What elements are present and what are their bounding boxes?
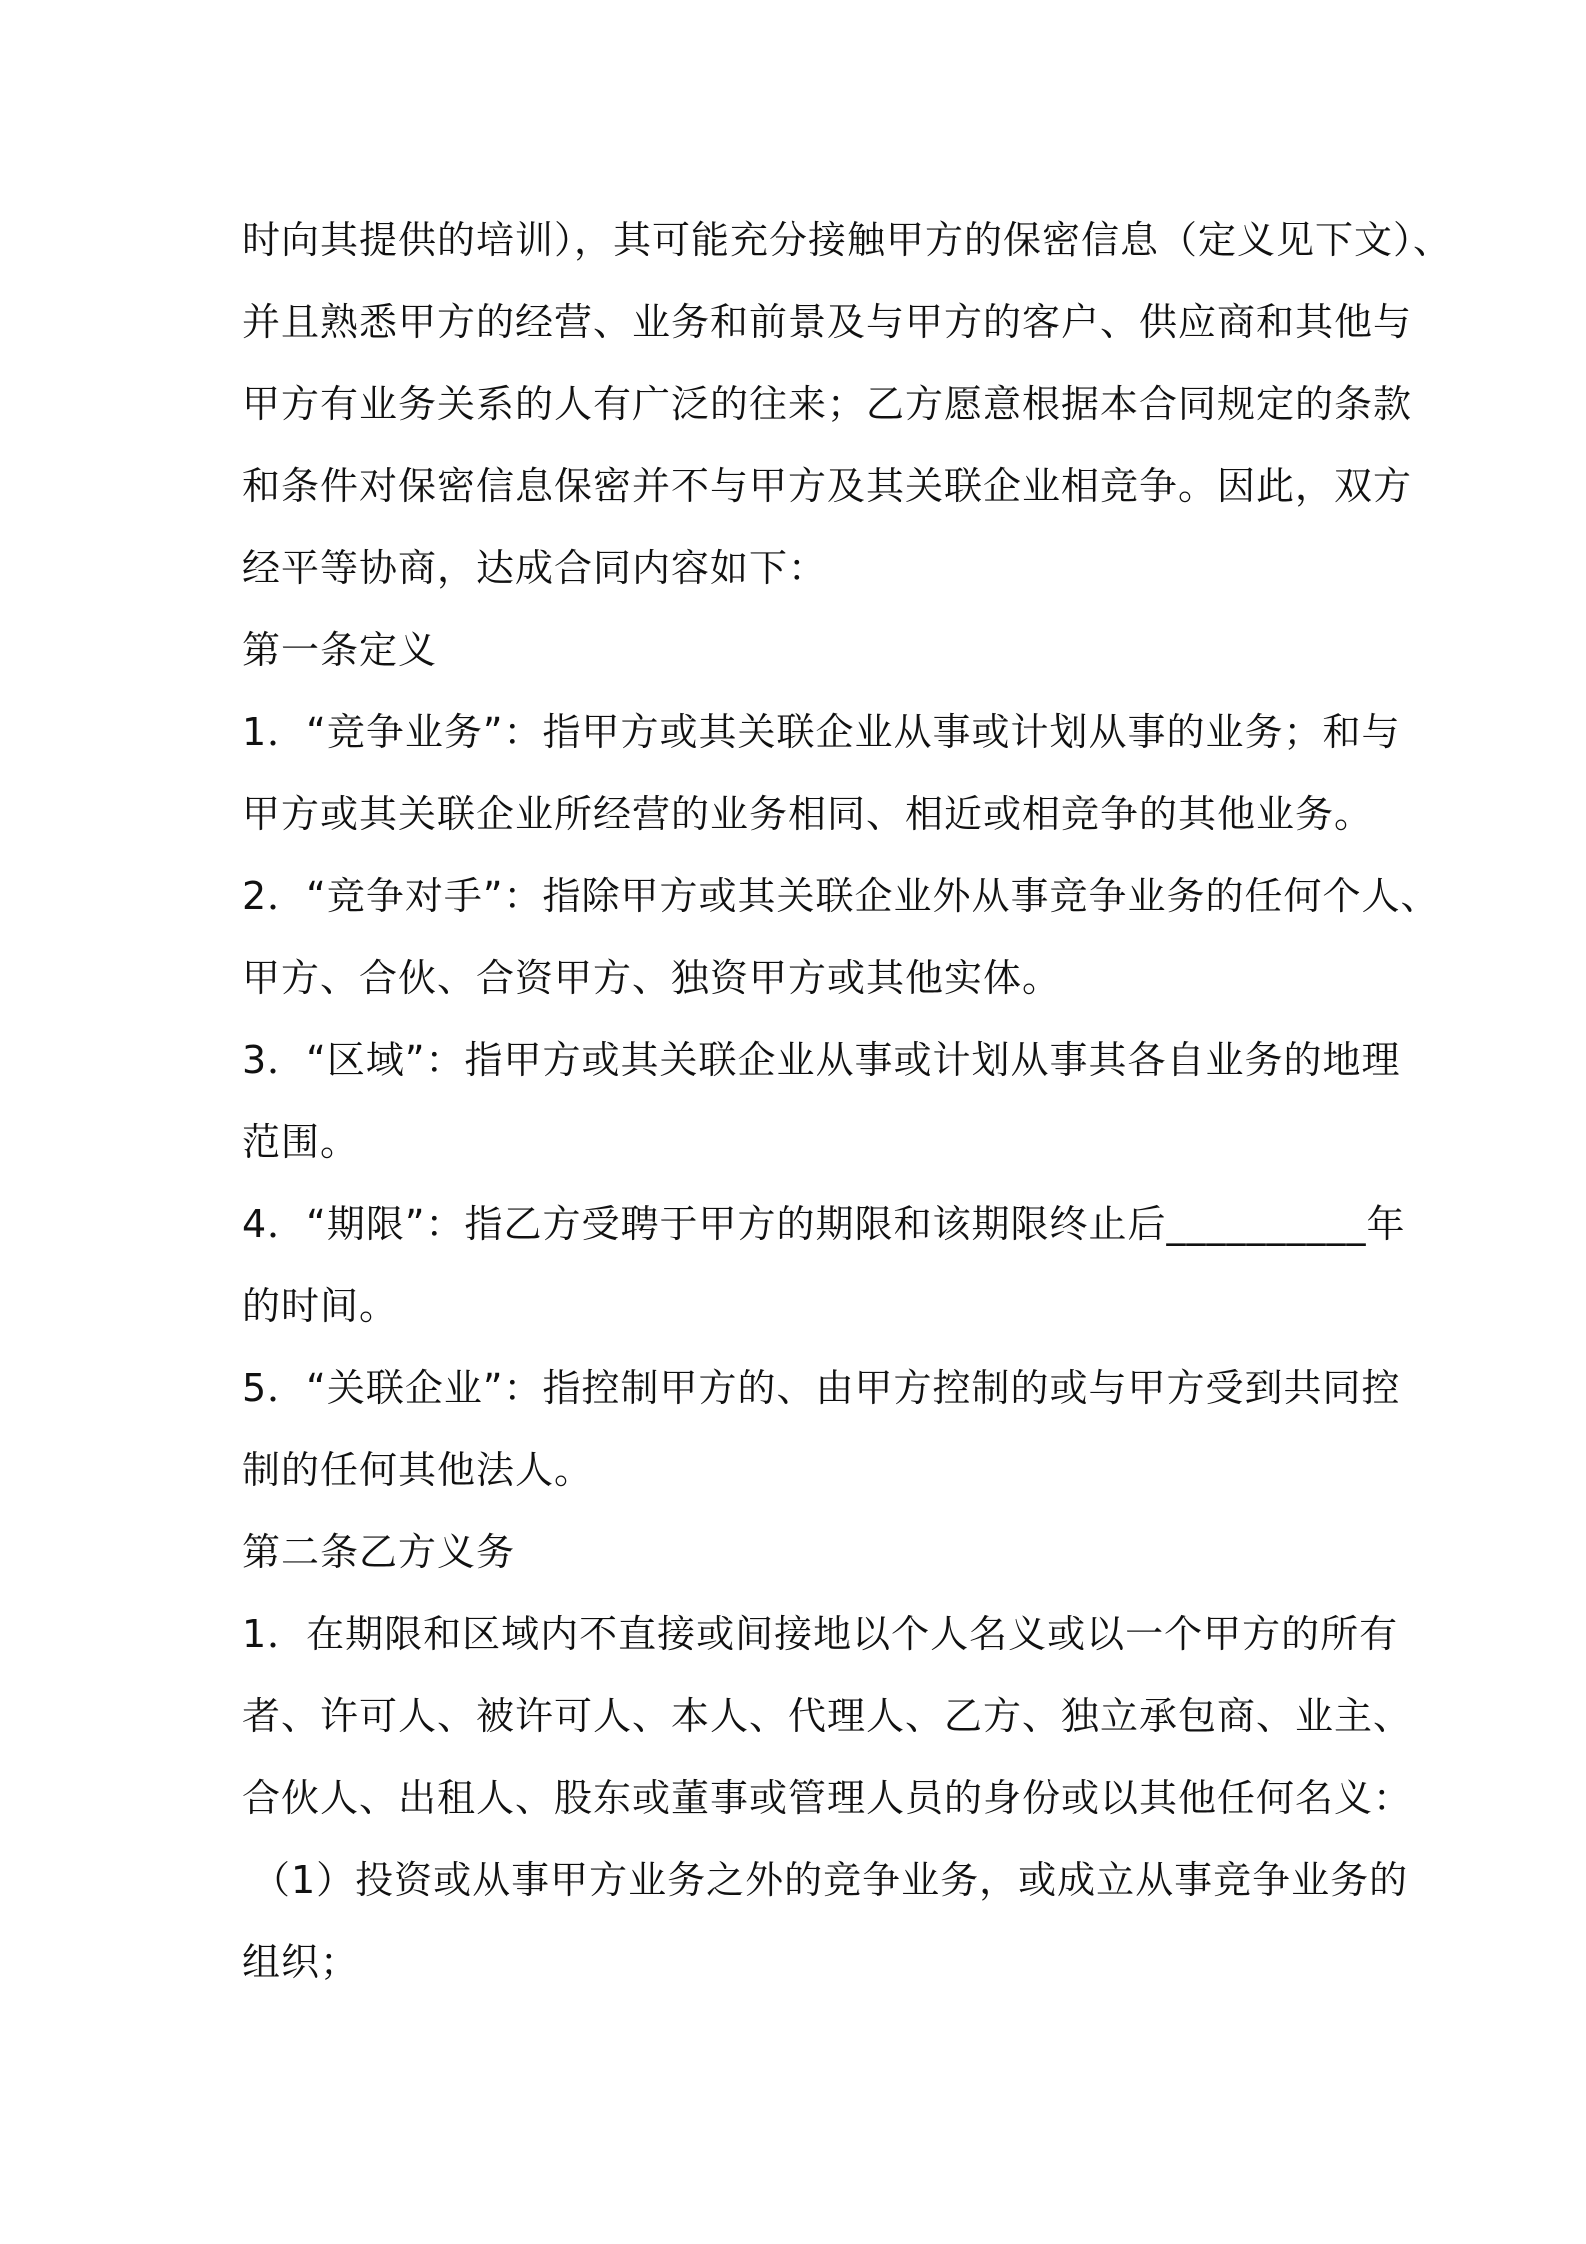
document-line: 制的任何其他法人。 — [242, 1448, 594, 1492]
document-line: 5．“关联企业”：指控制甲方的、由甲方控制的或与甲方受到共同控 — [242, 1366, 1401, 1410]
document-line: 范围。 — [242, 1120, 360, 1164]
document-line: 甲方或其关联企业所经营的业务相同、相近或相竞争的其他业务。 — [242, 792, 1374, 836]
document-line: 甲方有业务关系的人有广泛的往来；乙方愿意根据本合同规定的条款 — [242, 382, 1413, 426]
document-line: 并且熟悉甲方的经营、业务和前景及与甲方的客户、供应商和其他与 — [242, 300, 1413, 344]
document-line: 3．“区域”：指甲方或其关联企业从事或计划从事其各自业务的地理 — [242, 1038, 1401, 1082]
document-line: 经平等协商，达成合同内容如下： — [242, 546, 828, 590]
document-line: 和条件对保密信息保密并不与甲方及其关联企业相竞争。因此，双方 — [242, 464, 1413, 508]
document-line: 的时间。 — [242, 1284, 399, 1328]
document-line: 1．在期限和区域内不直接或间接地以个人名义或以一个甲方的所有 — [242, 1612, 1399, 1656]
document-line: 时向其提供的培训），其可能充分接触甲方的保密信息（定义见下文）、 — [242, 218, 1453, 262]
document-line: 甲方、合伙、合资甲方、独资甲方或其他实体。 — [242, 956, 1062, 1000]
document-body — [242, 199, 1453, 2003]
document-line: 第二条乙方义务 — [242, 1530, 516, 1574]
document-line: （1）投资或从事甲方业务之外的竞争业务，或成立从事竞争业务的 — [252, 1858, 1409, 1902]
document-line: 第一条定义 — [242, 628, 438, 672]
document-line: 1．“竞争业务”：指甲方或其关联企业从事或计划从事的业务；和与 — [242, 710, 1401, 754]
document-line: 4．“期限”：指乙方受聘于甲方的期限和该期限终止后__________年 — [242, 1202, 1406, 1246]
document-line: 组织； — [242, 1940, 360, 1984]
document-line: 2．“竞争对手”：指除甲方或其关联企业外从事竞争业务的任何个人、 — [242, 874, 1440, 918]
document-line: 合伙人、出租人、股东或董事或管理人员的身份或以其他任何名义： — [242, 1776, 1413, 1820]
document-line: 者、许可人、被许可人、本人、代理人、乙方、独立承包商、业主、 — [242, 1694, 1413, 1738]
